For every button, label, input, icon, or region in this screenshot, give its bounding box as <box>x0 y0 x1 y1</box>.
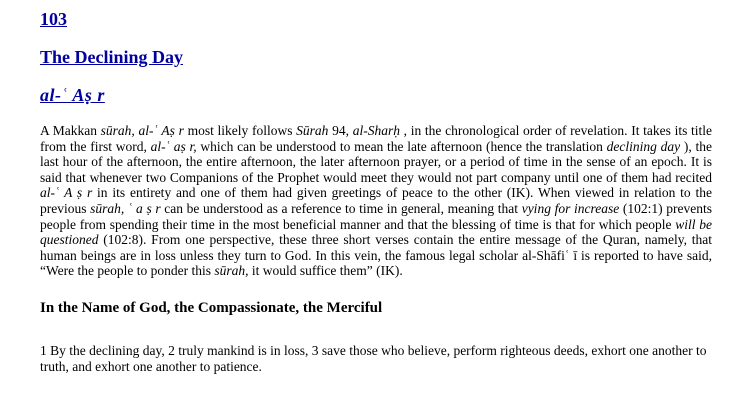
commentary-paragraph: A Makkan sūrah, al-ʿ Aṣ r most likely follows Sūrah 94, al-Sharḥ , in the chronological order of revelation. It takes its title from the first word, al-ʿ aṣ r, which can be understood to mean the late afternoon (hence the translation declining day ), the last hour of the afternoon, the entire afternoon, the later afternoon prayer, or a period of time in the sense of an epoch. It is said that whenever two Companions of the Prophet would meet they would not part company until one of them had recited al-ʿ A ṣ r in its entirety and one of them had given greetings of peace to the other (IK). When viewed in relation to the previous sūrah, ʿ a ṣ r can be understood as a reference to time in general, meaning that vying for increase (102:1) prevents people from spending their time in the most beneficial manner and that the blessing of time is that for which people will be questioned (102:8). From one perspective, these three short verses contain the entire message of the Quran, namely, that human beings are in loss unless they turn to God. In this vein, the famous legal scholar al-Shāfiʿ ī is reported to have said, “Were the people to ponder this sūrah, it would suffice them” (IK). <box>40 123 713 279</box>
surah-title-link[interactable]: The Declining Day <box>40 47 184 67</box>
basmalah-heading: In the Name of God, the Compassionate, the Merciful <box>40 299 383 316</box>
surah-transliteration-link[interactable]: al-ʿ Aṣ r <box>40 85 105 105</box>
surah-number-link[interactable]: 103 <box>40 9 67 29</box>
verses-paragraph: 1 By the declining day, 2 truly mankind is in loss, 3 save those who believe, perform righteous deeds, exhort one another to truth, and exhort one another to patience. <box>40 342 707 374</box>
